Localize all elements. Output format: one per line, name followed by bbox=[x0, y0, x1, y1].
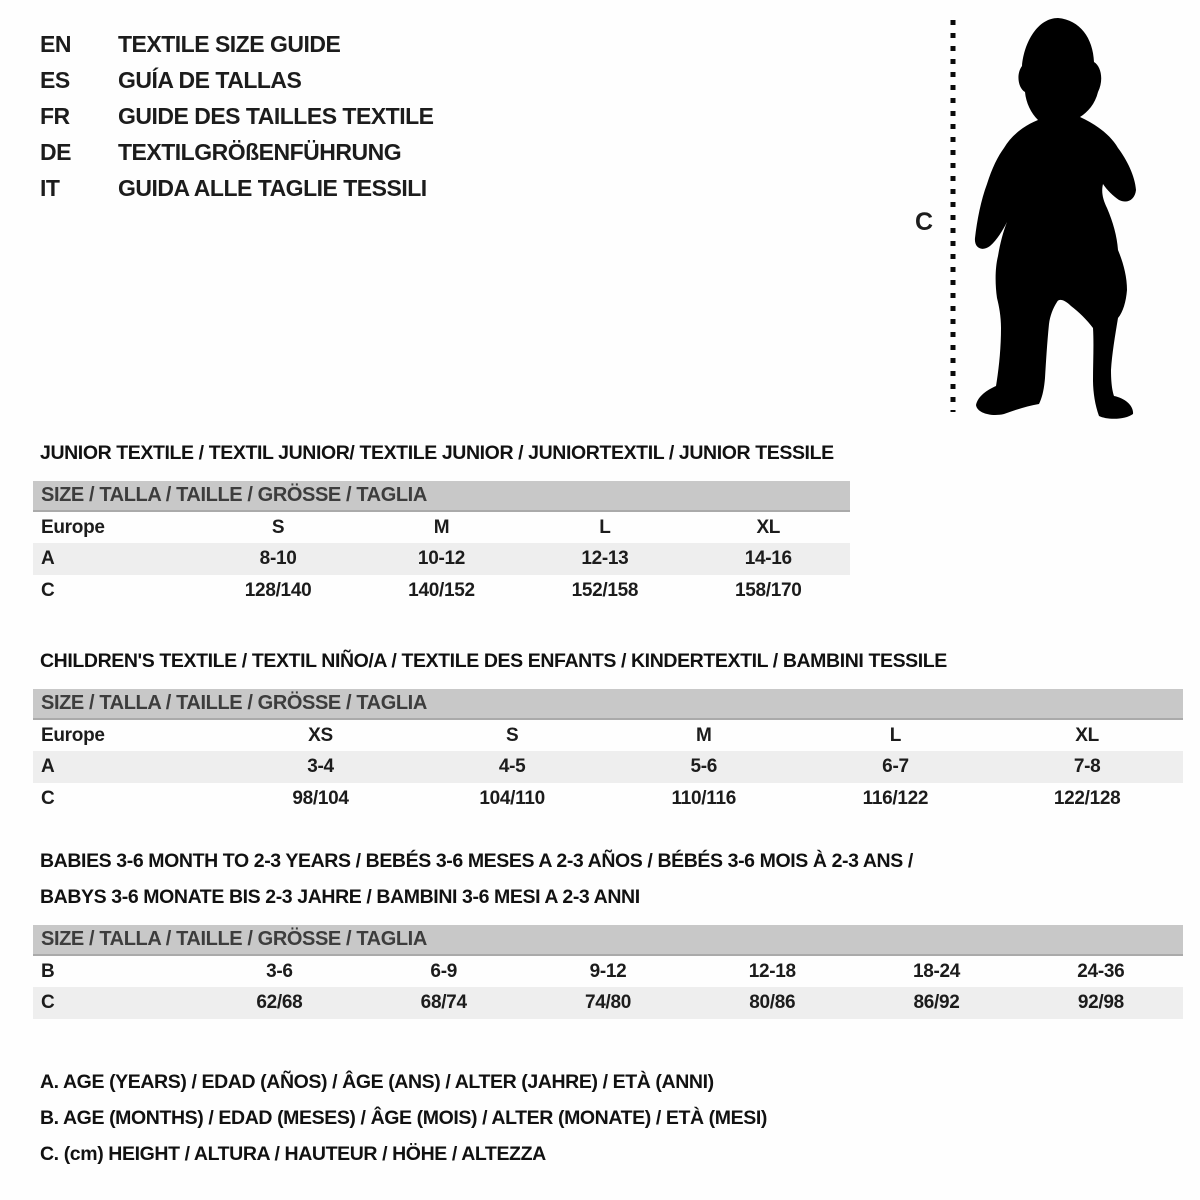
guide-title: GUIDE DES TAILLES TEXTILE bbox=[118, 103, 434, 129]
size-cell: 68/74 bbox=[362, 987, 526, 1019]
section-title-line: BABYS 3-6 MONATE BIS 2-3 JAHRE / BAMBINI 3-6 MESI A 2-3 ANNI bbox=[40, 886, 640, 908]
language-row bbox=[40, 26, 434, 62]
language-row bbox=[40, 98, 434, 134]
row-label: C bbox=[33, 987, 197, 1019]
guide-title: GUÍA DE TALLAS bbox=[118, 67, 302, 93]
section-title bbox=[40, 843, 1183, 915]
babies-size-table bbox=[33, 925, 1183, 1019]
size-cell: 7-8 bbox=[991, 751, 1183, 783]
size-cell: 12-13 bbox=[523, 543, 686, 575]
size-cell: 9-12 bbox=[589, 960, 627, 982]
table-row bbox=[33, 987, 1183, 1019]
section-babies-textile bbox=[33, 843, 1183, 1019]
legend-line-a: A. AGE (YEARS) / EDAD (AÑOS) / ÂGE (ANS) / ALTER (JAHRE) / ETÀ (ANNI) bbox=[40, 1071, 714, 1093]
section-title-line: CHILDREN'S TEXTILE / TEXTIL NIÑO/A / TEXTILE DES ENFANTS / KINDERTEXTIL / BAMBINI TESSILE bbox=[40, 650, 947, 672]
size-cell: S bbox=[271, 516, 285, 538]
children-size-table bbox=[33, 689, 1183, 815]
guide-title: TEXTILE SIZE GUIDE bbox=[118, 31, 341, 57]
section-title-line: JUNIOR TEXTILE / TEXTIL JUNIOR/ TEXTILE JUNIOR / JUNIORTEXTIL / JUNIOR TESSILE bbox=[40, 442, 834, 464]
guide-title: GUIDA ALLE TAGLIE TESSILI bbox=[118, 175, 427, 201]
size-cell: 5-6 bbox=[608, 751, 800, 783]
size-cell: 24-36 bbox=[1077, 960, 1125, 982]
size-cell: M bbox=[433, 516, 450, 538]
row-label: C bbox=[41, 580, 55, 601]
language-title-list bbox=[40, 26, 434, 206]
table-row bbox=[33, 543, 850, 575]
section-junior-textile bbox=[33, 435, 850, 607]
legend-line-c: C. (cm) HEIGHT / ALTURA / HAUTEUR / HÖHE / ALTEZZA bbox=[40, 1143, 546, 1165]
size-cell: 10-12 bbox=[360, 543, 523, 575]
table-row bbox=[33, 751, 1183, 783]
size-cell: L bbox=[889, 724, 902, 746]
language-code: ES bbox=[40, 67, 70, 93]
size-cell: 62/68 bbox=[197, 987, 361, 1019]
size-cell: XL bbox=[1075, 724, 1099, 746]
section-title bbox=[40, 435, 850, 471]
language-code: DE bbox=[40, 139, 71, 165]
size-cell: 92/98 bbox=[1019, 987, 1183, 1019]
language-code: IT bbox=[40, 175, 60, 201]
size-cell: 12-18 bbox=[748, 960, 796, 982]
table-row bbox=[33, 955, 1183, 987]
size-cell: S bbox=[505, 724, 519, 746]
language-code: EN bbox=[40, 31, 71, 57]
size-cell: 3-6 bbox=[266, 960, 293, 982]
row-label: Europe bbox=[41, 724, 105, 746]
row-label: C bbox=[41, 788, 55, 809]
row-label: A bbox=[33, 543, 196, 575]
language-row bbox=[40, 170, 434, 206]
size-cell: 110/116 bbox=[671, 788, 737, 809]
size-cell: 3-4 bbox=[225, 751, 417, 783]
row-label: Europe bbox=[41, 516, 105, 538]
row-label: B bbox=[41, 960, 55, 982]
size-cell: 74/80 bbox=[526, 987, 690, 1019]
junior-size-table bbox=[33, 481, 850, 607]
size-cell: 116/122 bbox=[862, 788, 929, 809]
language-row bbox=[40, 134, 434, 170]
section-title-line: BABIES 3-6 MONTH TO 2-3 YEARS / BEBÉS 3-6 MESES A 2-3 AÑOS / BÉBÉS 3-6 MOIS À 2-3 ANS / bbox=[40, 850, 913, 872]
table-row bbox=[33, 575, 850, 607]
size-cell: 18-24 bbox=[912, 960, 961, 982]
measurement-legend bbox=[40, 1064, 767, 1172]
row-label: A bbox=[33, 751, 225, 783]
size-cell: 98/104 bbox=[292, 788, 349, 809]
legend-line-b: B. AGE (MONTHS) / EDAD (MESES) / ÂGE (MOIS) / ALTER (MONATE) / ETÀ (MESI) bbox=[40, 1107, 767, 1129]
language-code: FR bbox=[40, 103, 70, 129]
table-row bbox=[33, 719, 1183, 751]
size-cell: 6-9 bbox=[430, 960, 457, 982]
size-table-header: SIZE / TALLA / TAILLE / GRÖSSE / TAGLIA bbox=[33, 689, 1183, 719]
table-row bbox=[33, 511, 850, 543]
toddler-silhouette-icon bbox=[905, 0, 1165, 430]
size-table-header: SIZE / TALLA / TAILLE / GRÖSSE / TAGLIA bbox=[33, 925, 1183, 955]
size-cell: 140/152 bbox=[408, 580, 475, 601]
height-measure-label: C bbox=[915, 208, 934, 236]
guide-title: TEXTILGRÖßENFÜHRUNG bbox=[118, 139, 402, 165]
size-cell: 122/128 bbox=[1053, 788, 1121, 809]
size-cell: L bbox=[599, 516, 611, 538]
height-measure-figure bbox=[905, 0, 1165, 430]
size-cell: 152/158 bbox=[571, 580, 639, 601]
size-cell: M bbox=[696, 724, 712, 746]
table-row bbox=[33, 783, 1183, 815]
size-cell: XL bbox=[756, 516, 781, 538]
size-cell: 4-5 bbox=[416, 751, 608, 783]
size-cell: 158/170 bbox=[734, 580, 802, 601]
size-cell: 80/86 bbox=[690, 987, 854, 1019]
size-cell: 6-7 bbox=[800, 751, 992, 783]
size-cell: XS bbox=[308, 724, 333, 746]
size-cell: 128/140 bbox=[244, 580, 312, 601]
size-cell: 104/110 bbox=[479, 788, 545, 809]
size-cell: 14-16 bbox=[687, 543, 850, 575]
language-row bbox=[40, 62, 434, 98]
section-children-textile bbox=[33, 643, 1183, 815]
size-table-header: SIZE / TALLA / TAILLE / GRÖSSE / TAGLIA bbox=[33, 481, 850, 511]
section-title bbox=[40, 643, 1183, 679]
size-cell: 8-10 bbox=[196, 543, 359, 575]
size-cell: 86/92 bbox=[854, 987, 1018, 1019]
